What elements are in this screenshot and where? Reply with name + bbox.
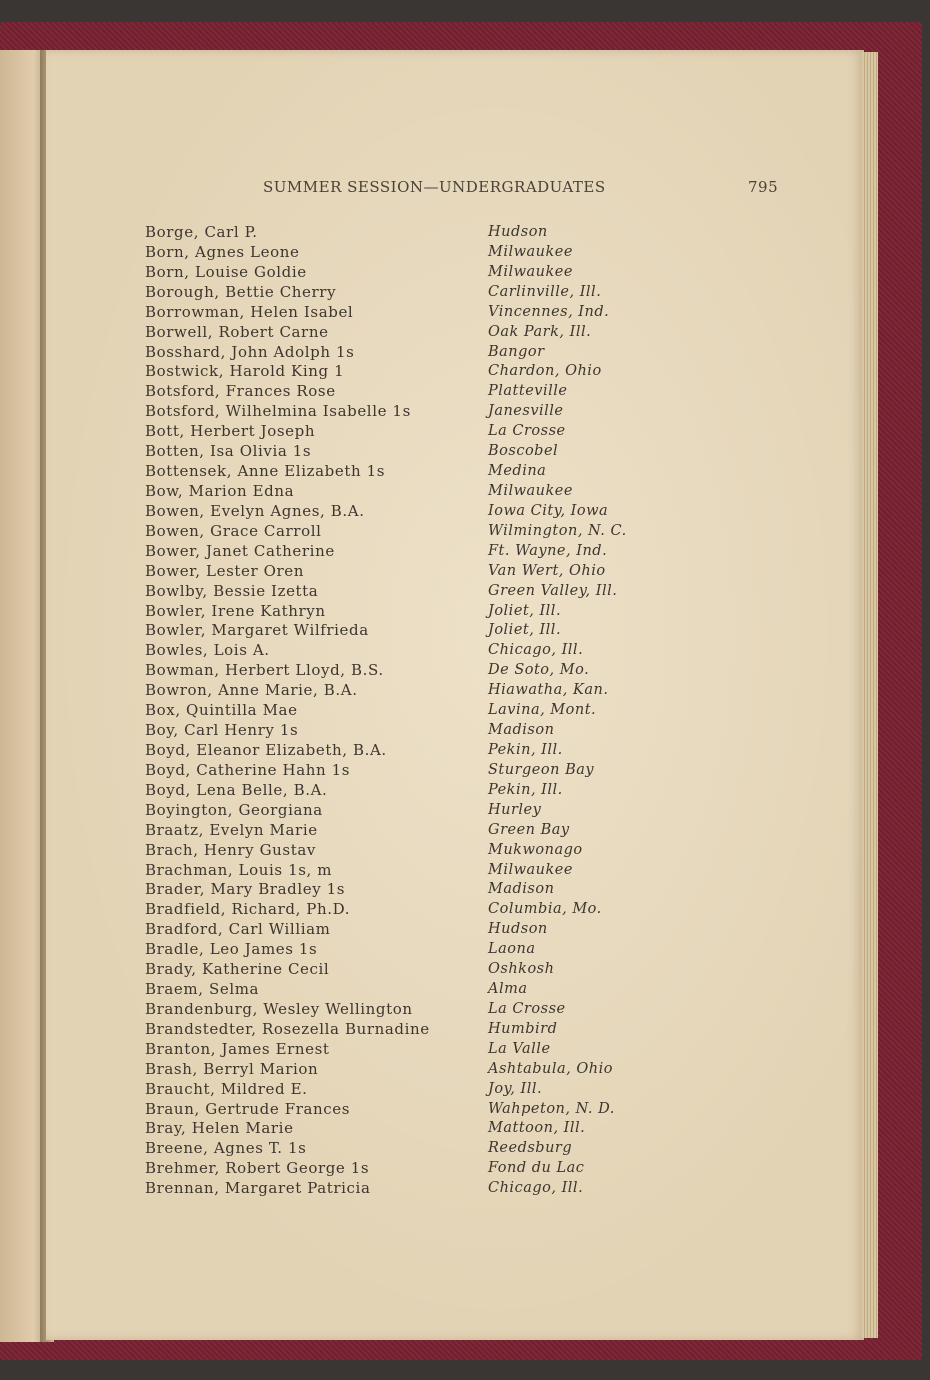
home-town: Chicago, Ill. <box>488 642 584 659</box>
home-town: Green Bay <box>488 821 570 838</box>
home-town: Hudson <box>488 224 548 240</box>
home-town: Vincennes, Ind. <box>488 303 610 320</box>
home-town: La Valle <box>488 1040 551 1057</box>
roster-entry <box>145 920 705 940</box>
student-name: Bottensek, Anne Elizabeth 1s <box>145 462 386 481</box>
roster-entry <box>145 1159 705 1179</box>
student-name: Boyington, Georgiana <box>145 800 323 819</box>
home-town: Reedsburg <box>488 1140 573 1157</box>
home-town: Joliet, Ill. <box>488 602 562 619</box>
roster-entry <box>145 323 705 343</box>
home-town: Joy, Ill. <box>488 1080 543 1097</box>
student-name: Bostwick, Harold King 1 <box>145 362 345 381</box>
student-name: Bradfield, Richard, Ph.D. <box>145 900 351 919</box>
roster-entry <box>145 741 705 761</box>
roster-entry <box>145 402 705 422</box>
page-stack-edge <box>862 52 878 1338</box>
roster-entry <box>145 641 705 661</box>
roster-entry <box>145 1179 705 1199</box>
roster-entry <box>145 362 705 382</box>
student-name: Bower, Janet Catherine <box>145 541 335 560</box>
home-town: Wilmington, N. C. <box>488 522 627 539</box>
roster-entry <box>145 582 705 602</box>
roster-entry <box>145 701 705 721</box>
home-town: Hudson <box>488 921 548 938</box>
running-head: SUMMER SESSION—UNDERGRADUATES <box>263 178 606 196</box>
student-name: Breene, Agnes T. 1s <box>145 1139 307 1158</box>
roster-entry <box>145 1119 705 1139</box>
home-town: Mattoon, Ill. <box>488 1120 586 1137</box>
home-town: Laona <box>488 941 536 958</box>
home-town: Milwaukee <box>488 482 573 499</box>
roster-entry <box>145 243 705 263</box>
student-name: Brady, Katherine Cecil <box>145 960 330 979</box>
roster-entry <box>145 681 705 701</box>
roster-entry <box>145 621 705 641</box>
student-name: Bradford, Carl William <box>145 920 331 939</box>
student-roster <box>145 223 705 1199</box>
student-name: Bray, Helen Marie <box>145 1119 294 1138</box>
student-name: Bradle, Leo James 1s <box>145 940 318 959</box>
roster-entry <box>145 1040 705 1060</box>
student-name: Borge, Carl P. <box>145 223 258 241</box>
student-name: Bowler, Irene Kathryn <box>145 601 326 620</box>
student-name: Bosshard, John Adolph 1s <box>145 342 355 361</box>
home-town: La Crosse <box>488 1000 566 1017</box>
home-town: Madison <box>488 722 555 739</box>
home-town: Ashtabula, Ohio <box>488 1060 613 1077</box>
roster-entry <box>145 602 705 622</box>
student-name: Bow, Marion Edna <box>145 481 295 500</box>
home-town: Alma <box>488 981 528 998</box>
home-town: Pekin, Ill. <box>488 741 563 758</box>
home-town: Wahpeton, N. D. <box>488 1100 615 1117</box>
student-name: Boyd, Eleanor Elizabeth, B.A. <box>145 740 387 759</box>
student-name: Botsford, Wilhelmina Isabelle 1s <box>145 402 411 421</box>
student-name: Brandenburg, Wesley Wellington <box>145 999 413 1018</box>
home-town: Humbird <box>488 1020 558 1037</box>
home-town: Sturgeon Bay <box>488 761 595 778</box>
roster-entry <box>145 1080 705 1100</box>
student-name: Branton, James Ernest <box>145 1039 330 1058</box>
roster-entry <box>145 482 705 502</box>
roster-entry <box>145 542 705 562</box>
home-town: Van Wert, Ohio <box>488 562 606 579</box>
roster-entry <box>145 880 705 900</box>
student-name: Boy, Carl Henry 1s <box>145 721 299 740</box>
home-town: La Crosse <box>488 423 566 440</box>
student-name: Brash, Berryl Marion <box>145 1059 319 1078</box>
student-name: Bowen, Grace Carroll <box>145 521 322 540</box>
roster-entry <box>145 223 705 243</box>
roster-entry <box>145 283 705 303</box>
roster-entry <box>145 422 705 442</box>
student-name: Bowman, Herbert Lloyd, B.S. <box>145 661 384 680</box>
home-town: Boscobel <box>488 443 559 460</box>
student-name: Botsford, Frances Rose <box>145 382 336 401</box>
page-header <box>263 178 783 200</box>
student-name: Bowen, Evelyn Agnes, B.A. <box>145 501 365 520</box>
roster-entry <box>145 801 705 821</box>
roster-entry <box>145 562 705 582</box>
home-town: Chardon, Ohio <box>488 363 602 380</box>
home-town: Hurley <box>488 801 542 818</box>
student-name: Braucht, Mildred E. <box>145 1079 308 1098</box>
roster-entry <box>145 900 705 920</box>
student-name: Brandstedter, Rosezella Burnadine <box>145 1019 430 1038</box>
student-name: Bowlby, Bessie Izetta <box>145 581 319 600</box>
home-town: Green Valley, Ill. <box>488 582 618 599</box>
roster-entry <box>145 1060 705 1080</box>
home-town: Lavina, Mont. <box>488 702 597 719</box>
student-name: Borwell, Robert Carne <box>145 322 329 341</box>
student-name: Brach, Henry Gustav <box>145 840 316 859</box>
roster-entry <box>145 861 705 881</box>
student-name: Brader, Mary Bradley 1s <box>145 880 346 899</box>
roster-entry <box>145 502 705 522</box>
home-town: Mukwonago <box>488 841 583 858</box>
roster-entry <box>145 841 705 861</box>
home-town: De Soto, Mo. <box>488 662 590 679</box>
student-name: Braem, Selma <box>145 980 260 999</box>
student-name: Braatz, Evelyn Marie <box>145 820 318 839</box>
roster-entry <box>145 522 705 542</box>
roster-entry <box>145 661 705 681</box>
roster-entry <box>145 303 705 323</box>
student-name: Bowler, Margaret Wilfrieda <box>145 621 369 640</box>
student-name: Born, Louise Goldie <box>145 262 307 281</box>
student-name: Brennan, Margaret Patricia <box>145 1179 371 1198</box>
home-town: Chicago, Ill. <box>488 1180 584 1197</box>
roster-entry <box>145 940 705 960</box>
home-town: Milwaukee <box>488 263 573 280</box>
student-name: Bower, Lester Oren <box>145 561 305 580</box>
student-name: Brachman, Louis 1s, m <box>145 860 333 879</box>
roster-entry <box>145 960 705 980</box>
roster-entry <box>145 980 705 1000</box>
student-name: Born, Agnes Leone <box>145 242 300 261</box>
roster-entry <box>145 1139 705 1159</box>
home-town: Hiawatha, Kan. <box>488 682 609 699</box>
student-name: Box, Quintilla Mae <box>145 701 298 720</box>
home-town: Bangor <box>488 343 545 360</box>
roster-entry <box>145 462 705 482</box>
home-town: Pekin, Ill. <box>488 781 563 798</box>
home-town: Fond du Lac <box>488 1160 585 1177</box>
home-town: Columbia, Mo. <box>488 901 602 918</box>
home-town: Madison <box>488 881 555 898</box>
page-number: 795 <box>748 178 779 196</box>
student-name: Borough, Bettie Cherry <box>145 282 337 301</box>
roster-entry <box>145 382 705 402</box>
home-town: Milwaukee <box>488 243 573 260</box>
student-name: Borrowman, Helen Isabel <box>145 302 354 321</box>
student-name: Boyd, Lena Belle, B.A. <box>145 780 328 799</box>
home-town: Carlinville, Ill. <box>488 283 602 300</box>
roster-entry <box>145 761 705 781</box>
home-town: Oak Park, Ill. <box>488 323 592 340</box>
home-town: Platteville <box>488 383 568 400</box>
home-town: Oshkosh <box>488 961 555 978</box>
student-name: Braun, Gertrude Frances <box>145 1099 351 1118</box>
home-town: Janesville <box>488 403 564 420</box>
roster-entry <box>145 442 705 462</box>
student-name: Bowles, Lois A. <box>145 641 270 660</box>
roster-entry <box>145 343 705 363</box>
home-town: Ft. Wayne, Ind. <box>488 542 608 559</box>
roster-entry <box>145 263 705 283</box>
home-town: Medina <box>488 463 547 480</box>
home-town: Milwaukee <box>488 861 573 878</box>
roster-entry <box>145 721 705 741</box>
home-town: Iowa City, Iowa <box>488 502 609 519</box>
home-town: Joliet, Ill. <box>488 622 562 639</box>
student-name: Botten, Isa Olivia 1s <box>145 442 312 461</box>
roster-entry <box>145 821 705 841</box>
roster-entry <box>145 1000 705 1020</box>
roster-entry <box>145 1100 705 1120</box>
student-name: Boyd, Catherine Hahn 1s <box>145 760 351 779</box>
roster-entry <box>145 781 705 801</box>
student-name: Bowron, Anne Marie, B.A. <box>145 681 358 700</box>
roster-entry <box>145 1020 705 1040</box>
student-name: Brehmer, Robert George 1s <box>145 1159 370 1178</box>
student-name: Bott, Herbert Joseph <box>145 422 316 441</box>
